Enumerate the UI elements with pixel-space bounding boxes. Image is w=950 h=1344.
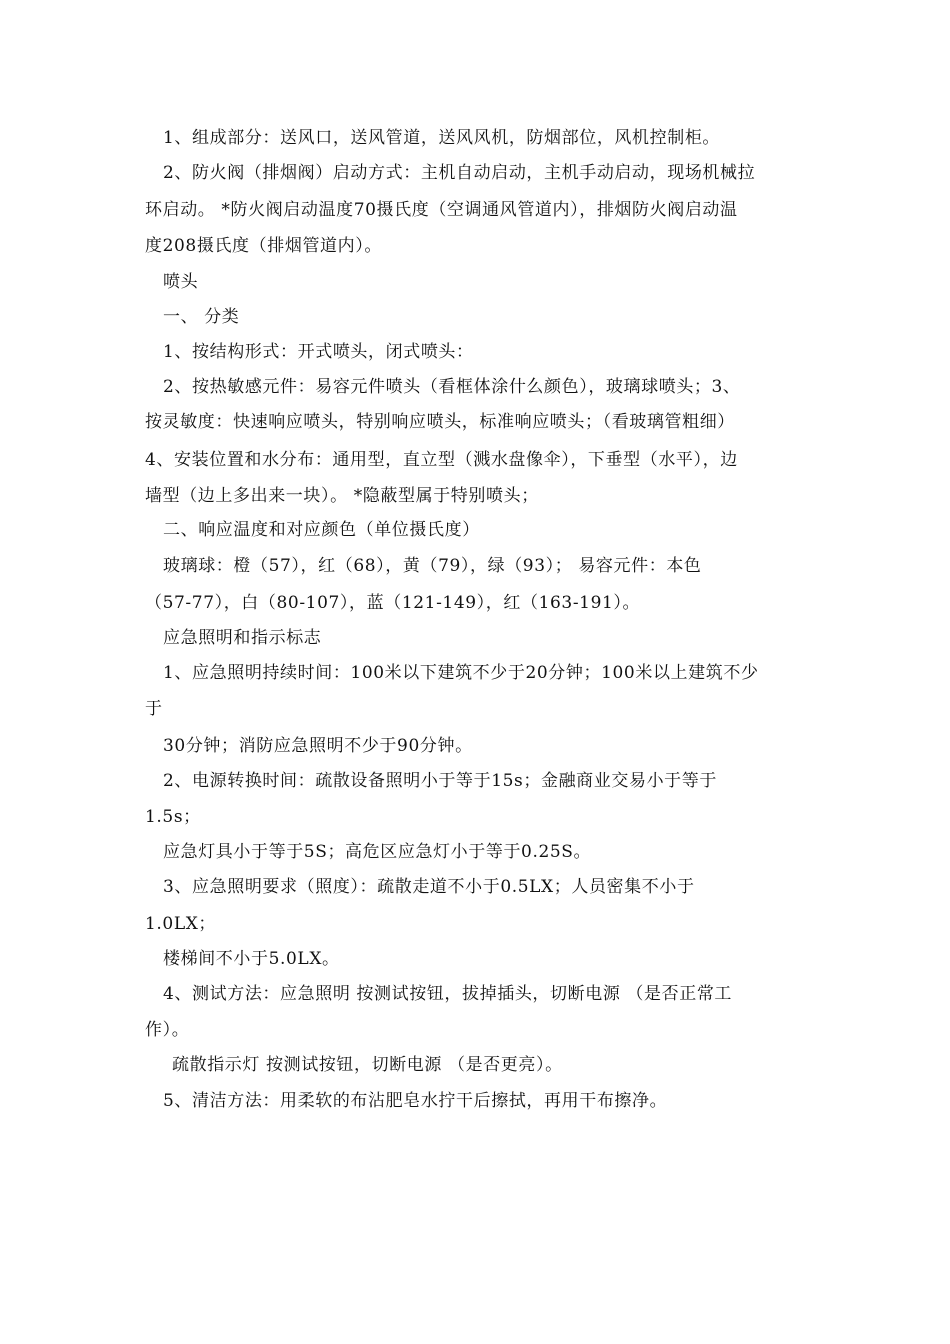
text-line: 环启动。 *防火阀启动温度70摄氏度（空调通风管道内），排烟防火阀启动温	[145, 200, 738, 220]
text-line: 作）。	[145, 1020, 190, 1040]
text-line: 4、测试方法：应急照明 按测试按钮，拔掉插头，切断电源 （是否正常工	[163, 984, 733, 1004]
text-line: 2、防火阀（排烟阀）启动方式：主机自动启动，主机手动启动，现场机械拉	[163, 163, 756, 183]
text-line: 应急灯具小于等于5S；高危区应急灯小于等于0.25S。	[163, 842, 592, 862]
section-heading: 应急照明和指示标志	[163, 628, 322, 648]
text-line: 1.0LX；	[145, 914, 217, 934]
text-line: 1、组成部分：送风口，送风管道，送风风机，防烟部位，风机控制柜。	[163, 128, 721, 148]
text-line: 1.5s；	[145, 807, 201, 827]
text-line: 玻璃球：橙（57），红（68），黄（79），绿（93）； 易容元件：本色	[163, 556, 702, 576]
text-line: 度208摄氏度（排烟管道内）。	[145, 236, 382, 256]
text-line: 1、应急照明持续时间：100米以下建筑不少于20分钟；100米以上建筑不少	[163, 663, 759, 683]
section-heading: 二、响应温度和对应颜色（单位摄氏度）	[163, 520, 480, 540]
text-line: 30分钟；消防应急照明不少于90分钟。	[163, 736, 473, 756]
text-line: 墙型（边上多出来一块）。 *隐蔽型属于特别喷头；	[145, 486, 539, 506]
text-line: 3、应急照明要求（照度）：疏散走道不小于0.5LX；人员密集不小于	[163, 877, 695, 897]
text-line: 4、安装位置和水分布：通用型，直立型（溅水盘像伞），下垂型（水平），边	[145, 450, 738, 470]
text-line: 2、按热敏感元件：易容元件喷头（看框体涂什么颜色），玻璃球喷头；3、	[163, 377, 741, 397]
section-heading: 喷头	[163, 272, 199, 292]
text-line: 按灵敏度：快速响应喷头，特别响应喷头，标准响应喷头；（看玻璃管粗细）	[145, 412, 735, 432]
text-line: 1、按结构形式：开式喷头，闭式喷头：	[163, 342, 474, 362]
text-line: 于	[145, 699, 163, 719]
text-line: 楼梯间不小于5.0LX。	[163, 949, 340, 969]
text-line: 2、电源转换时间：疏散设备照明小于等于15s；金融商业交易小于等于	[163, 771, 717, 791]
section-heading: 一、 分类	[163, 307, 240, 327]
text-line: （57-77），白（80-107），蓝（121-149），红（163-191）。	[145, 593, 641, 613]
text-line: 5、清洁方法：用柔软的布沾肥皂水拧干后擦拭，再用干布擦净。	[163, 1091, 668, 1111]
text-line: 疏散指示灯 按测试按钮，切断电源 （是否更亮）。	[172, 1055, 563, 1075]
